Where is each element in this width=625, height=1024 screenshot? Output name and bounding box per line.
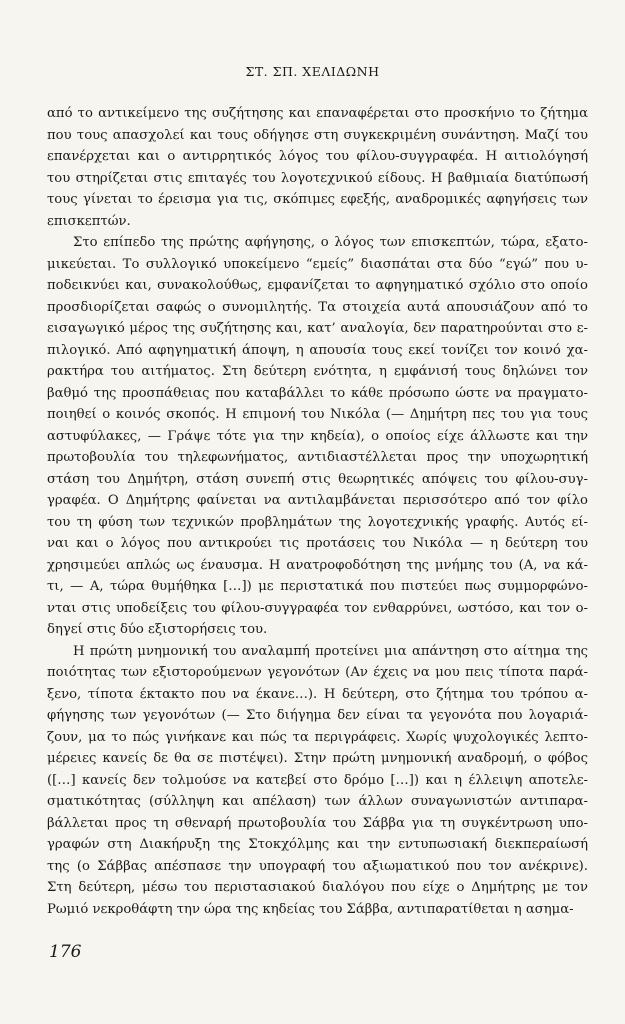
text-line: βαθμό της προσπάθειας που καταβάλλει το κάθε πρόσωπο ώστε να πραγματο- bbox=[47, 385, 588, 401]
text-line: Στη δεύτερη, μέσω του περιστασιακού διαλόγου που είχε ο Δημήτρης με τον bbox=[47, 880, 588, 895]
text-line: γραφέα. Ο Δημήτρης φαίνεται να αντιλαμβάνεται περισσότερο από τον φίλο bbox=[47, 493, 588, 508]
text-line: βάλλεται προς τη σθεναρή πρωτοβουλία του Σάββα για τη συγκέντρωση υπο- bbox=[47, 815, 588, 831]
text-line: πιλογικό. Από αφηγηματική άποψη, η απουσία τους εκεί τονίζει τον κοινό χα- bbox=[47, 342, 588, 358]
text-line: επισκεπτών. bbox=[47, 213, 131, 229]
text-line: Ρωμιό νεκροθάφτη την ώρα της κηδείας του Σάββα, αντιπαρατίθεται η ασημα- bbox=[47, 901, 574, 917]
page-number: 176 bbox=[49, 942, 82, 962]
text-line: σματικότητας (σύλληψη και απέλαση) των άλλων συναγωνιστών αντιπαρα- bbox=[47, 794, 588, 809]
text-line: ρακτήρα του αιτήματος. Στη δεύτερη ενότητα, η εμφάνισή τους δηλώνει τον bbox=[47, 364, 588, 379]
text-line: χρησιμεύει απλώς ως έναυσμα. Η ανατροφοδότηση της μνήμης του (Α, να κά- bbox=[47, 557, 588, 573]
text-line: επανέρχεται και ο αντιρρητικός λόγος του φίλου-συγγραφέα. Η αιτιολόγησή bbox=[47, 149, 588, 164]
text-line: ξενο, τίποτα έκτακτο που να έκανε…). Η δεύτερη, στο ζήτημα του τρόπου α- bbox=[47, 686, 588, 702]
running-head: ΣΤ. ΣΠ. ΧΕΛΙΔΩΝΗ bbox=[245, 64, 380, 79]
text-line: αστυφύλακες, — Γράψε τότε για την κηδεία), ο οποίος είχε άλλωστε και την bbox=[47, 428, 588, 444]
text-line: που τους απασχολεί και τους οδήγησε στη συγκεκριμένη συνάντηση. Μαζί του bbox=[47, 127, 588, 143]
paragraph bbox=[47, 641, 588, 921]
text-line: από το αντικείμενο της συζήτησης και επαναφέρεται στο προσκήνιο το ζήτημα bbox=[47, 106, 588, 121]
text-line: πρωτοβουλία του τηλεφωνήματος, αντιδιαστέλλεται προς την υποχωρητική bbox=[47, 450, 588, 465]
text-line: τους γίνεται το έρεισμα για τις, σκόπιμες εφεξής, αναδρομικές αφηγήσεις των bbox=[47, 192, 588, 207]
text-line: του τη φύση των τεχνικών προβλημάτων της λογοτεχνικής γραφής. Αυτός εί- bbox=[47, 514, 588, 530]
text-line: προσδιορίζεται σαφώς ο συνομιλητής. Τα στοιχεία αυτά απουσιάζουν από το bbox=[47, 299, 588, 315]
text-line: ποδεικνύει και, συνακολούθως, εμφανίζεται το αφηγηματικό σχόλιο στο οποίο bbox=[47, 278, 588, 293]
paragraph bbox=[47, 103, 588, 232]
text-line: ζουν, μα το πώς γινήκανε και πώς τα περιγράφεις. Χωρίς ψυχολογικές λεπτο- bbox=[47, 729, 588, 745]
text-line: μέρειες κανείς δε θα σε πιστέψει). Στην πρώτη μνημονική αναδρομή, ο φόβος bbox=[47, 751, 588, 766]
text-line: Η πρώτη μνημονική του αναλαμπή προτείνει μια απάντηση στο αίτημα της bbox=[73, 643, 588, 659]
text-line: ([…] κανείς δεν τολμούσε να κατεβεί στο δρόμο […]) και η έλλειψη αποτελε- bbox=[47, 772, 588, 788]
text-line: νται στις υποδείξεις του φίλου-συγγραφέα τον ενθαρρύνει, ωστόσο, και τον ο- bbox=[47, 600, 588, 616]
paragraph bbox=[47, 232, 588, 641]
text-line: φήγησης των γεγονότων (— Στο διήγημα δεν είναι τα γεγονότα που λογαριά- bbox=[47, 708, 588, 723]
text-line: της (ο Σάββας απέσπασε την υπογραφή του αξιωματικού που τον ανέκρινε). bbox=[47, 858, 588, 874]
text-line: ποιότητας των εξιστορούμενων γεγονότων (Αν έχεις να μου πεις τίποτα παρά- bbox=[47, 665, 588, 680]
text-line: γραφών στη Διακήρυξη της Στοκχόλμης και την εντυπωσιακή διεκπεραίωσή bbox=[47, 837, 588, 852]
text-line: Στο επίπεδο της πρώτης αφήγησης, ο λόγος των επισκεπτών, τώρα, εξατο- bbox=[73, 235, 588, 250]
text-line: μικεύεται. Το συλλογικό υποκείμενο “εμείς” διασπάται στα δύο “εγώ” που υ- bbox=[47, 256, 588, 272]
text-line: του στηρίζεται στις επιταγές του λογοτεχνικού είδους. Η βαθμιαία διατύπωσή bbox=[47, 170, 588, 186]
text-line: τι, — Α, τώρα θυμήθηκα […]) με περιστατικά που πιστεύει πως συμμορφώνο- bbox=[47, 579, 588, 594]
text-line: στάση του Δημήτρη, στάση συνεπή στις θεωρητικές απόψεις του φίλου-συγ- bbox=[47, 471, 588, 487]
body-text bbox=[47, 103, 588, 920]
text-line: δηγεί στις δύο εξιστορήσεις του. bbox=[47, 622, 268, 637]
text-line: εισαγωγικό μέρος της συζήτησης και, κατ’ αναλογία, δεν παρατηρούνται στο ε- bbox=[47, 321, 588, 336]
text-line: ναι και ο λόγος που αντικρούει τις προτάσεις του Νικόλα — η δεύτερη του bbox=[47, 536, 588, 551]
text-line: ποιηθεί ο κοινός σκοπός. Η επιμονή του Νικόλα (— Δημήτρη πες του για τους bbox=[47, 407, 588, 422]
